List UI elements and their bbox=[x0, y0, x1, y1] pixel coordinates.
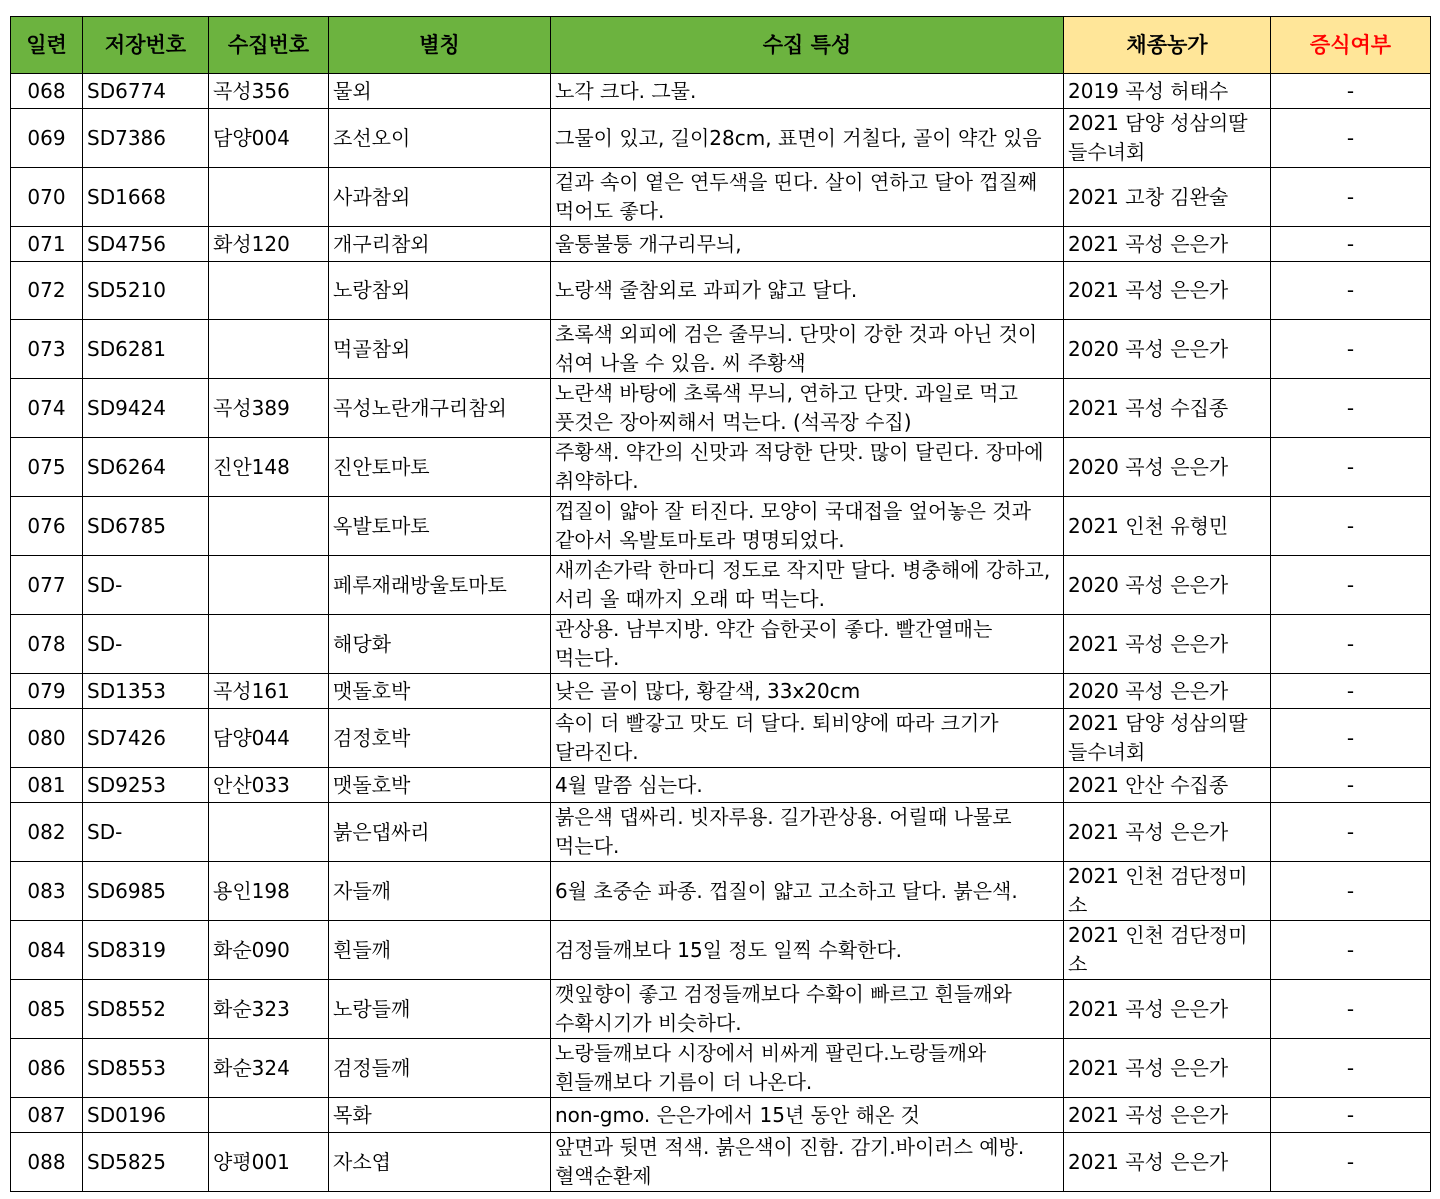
cell-traits: 초록색 외피에 검은 줄무늬. 단맛이 강한 것과 아닌 것이 섞여 나올 수 있음. 씨 주황색 bbox=[551, 320, 1064, 379]
cell-serial: 074 bbox=[11, 379, 83, 438]
cell-serial: 088 bbox=[11, 1133, 83, 1192]
cell-farm: 2021 곡성 은은가 bbox=[1064, 227, 1271, 262]
cell-alias: 목화 bbox=[329, 1098, 551, 1133]
cell-propagation: - bbox=[1271, 262, 1431, 320]
cell-traits: 낮은 골이 많다, 황갈색, 33x20cm bbox=[551, 674, 1064, 709]
cell-serial: 085 bbox=[11, 980, 83, 1039]
cell-alias: 사과참외 bbox=[329, 168, 551, 227]
table-row bbox=[11, 862, 1431, 921]
cell-collection-no: 곡성161 bbox=[209, 674, 329, 709]
cell-farm: 2021 곡성 은은가 bbox=[1064, 1133, 1271, 1192]
table-row bbox=[11, 379, 1431, 438]
cell-collection-no bbox=[209, 262, 329, 320]
col-header-traits: 수집 특성 bbox=[551, 17, 1064, 74]
col-header-farm: 채종농가 bbox=[1064, 17, 1271, 74]
cell-alias: 먹골참외 bbox=[329, 320, 551, 379]
table-row bbox=[11, 1133, 1431, 1192]
cell-propagation: - bbox=[1271, 320, 1431, 379]
cell-propagation: - bbox=[1271, 109, 1431, 168]
cell-propagation: - bbox=[1271, 1133, 1431, 1192]
cell-traits: 노랑색 줄참외로 과피가 얇고 달다. bbox=[551, 262, 1064, 320]
table-row bbox=[11, 980, 1431, 1039]
cell-traits: 검정들깨보다 15일 정도 일찍 수확한다. bbox=[551, 921, 1064, 980]
cell-storage-no: SD6774 bbox=[83, 74, 209, 109]
cell-alias: 맷돌호박 bbox=[329, 768, 551, 803]
cell-alias: 곡성노란개구리참외 bbox=[329, 379, 551, 438]
cell-propagation: - bbox=[1271, 921, 1431, 980]
cell-collection-no: 화순090 bbox=[209, 921, 329, 980]
cell-propagation: - bbox=[1271, 227, 1431, 262]
cell-serial: 084 bbox=[11, 921, 83, 980]
cell-storage-no: SD9253 bbox=[83, 768, 209, 803]
cell-storage-no: SD6785 bbox=[83, 497, 209, 556]
cell-collection-no: 화순323 bbox=[209, 980, 329, 1039]
cell-collection-no bbox=[209, 1098, 329, 1133]
cell-farm: 2021 곡성 은은가 bbox=[1064, 262, 1271, 320]
cell-collection-no: 화성120 bbox=[209, 227, 329, 262]
cell-alias: 자들깨 bbox=[329, 862, 551, 921]
seed-collection-table bbox=[10, 16, 1431, 1192]
cell-alias: 물외 bbox=[329, 74, 551, 109]
table-row bbox=[11, 768, 1431, 803]
cell-alias: 자소엽 bbox=[329, 1133, 551, 1192]
cell-collection-no bbox=[209, 497, 329, 556]
cell-storage-no: SD8552 bbox=[83, 980, 209, 1039]
col-header-alias: 별칭 bbox=[329, 17, 551, 74]
cell-serial: 076 bbox=[11, 497, 83, 556]
cell-traits: 노각 크다. 그물. bbox=[551, 74, 1064, 109]
cell-collection-no: 담양044 bbox=[209, 709, 329, 768]
cell-collection-no bbox=[209, 615, 329, 674]
cell-traits: 울퉁불퉁 개구리무늬, bbox=[551, 227, 1064, 262]
cell-collection-no: 용인198 bbox=[209, 862, 329, 921]
cell-collection-no: 진안148 bbox=[209, 438, 329, 497]
table-row bbox=[11, 709, 1431, 768]
table-row bbox=[11, 168, 1431, 227]
cell-farm: 2021 곡성 은은가 bbox=[1064, 1098, 1271, 1133]
cell-farm: 2021 곡성 은은가 bbox=[1064, 980, 1271, 1039]
cell-serial: 069 bbox=[11, 109, 83, 168]
cell-farm: 2021 곡성 은은가 bbox=[1064, 1039, 1271, 1098]
cell-storage-no: SD6264 bbox=[83, 438, 209, 497]
cell-storage-no: SD5825 bbox=[83, 1133, 209, 1192]
cell-traits: 새끼손가락 한마디 정도로 작지만 달다. 병충해에 강하고, 서리 올 때까지 오래 따 먹는다. bbox=[551, 556, 1064, 615]
cell-serial: 086 bbox=[11, 1039, 83, 1098]
cell-storage-no: SD- bbox=[83, 615, 209, 674]
cell-collection-no bbox=[209, 168, 329, 227]
col-header-storage-no: 저장번호 bbox=[83, 17, 209, 74]
table-row bbox=[11, 497, 1431, 556]
cell-serial: 075 bbox=[11, 438, 83, 497]
cell-serial: 077 bbox=[11, 556, 83, 615]
cell-farm: 2019 곡성 허태수 bbox=[1064, 74, 1271, 109]
cell-farm: 2021 인천 검단정미소 bbox=[1064, 921, 1271, 980]
cell-storage-no: SD7386 bbox=[83, 109, 209, 168]
cell-collection-no: 곡성356 bbox=[209, 74, 329, 109]
col-header-serial: 일련 bbox=[11, 17, 83, 74]
cell-propagation: - bbox=[1271, 556, 1431, 615]
table-row bbox=[11, 262, 1431, 320]
cell-propagation: - bbox=[1271, 1098, 1431, 1133]
cell-farm: 2020 곡성 은은가 bbox=[1064, 674, 1271, 709]
cell-propagation: - bbox=[1271, 74, 1431, 109]
cell-serial: 080 bbox=[11, 709, 83, 768]
cell-serial: 070 bbox=[11, 168, 83, 227]
cell-propagation: - bbox=[1271, 768, 1431, 803]
cell-farm: 2021 곡성 은은가 bbox=[1064, 803, 1271, 862]
cell-storage-no: SD5210 bbox=[83, 262, 209, 320]
cell-storage-no: SD7426 bbox=[83, 709, 209, 768]
col-header-collection-no: 수집번호 bbox=[209, 17, 329, 74]
cell-alias: 검정호박 bbox=[329, 709, 551, 768]
cell-propagation: - bbox=[1271, 379, 1431, 438]
table-row bbox=[11, 227, 1431, 262]
cell-alias: 옥발토마토 bbox=[329, 497, 551, 556]
cell-propagation: - bbox=[1271, 803, 1431, 862]
cell-alias: 맷돌호박 bbox=[329, 674, 551, 709]
cell-serial: 078 bbox=[11, 615, 83, 674]
cell-traits: 껍질이 얇아 잘 터진다. 모양이 국대접을 엎어놓은 것과 같아서 옥발토마토라 명명되었다. bbox=[551, 497, 1064, 556]
cell-serial: 079 bbox=[11, 674, 83, 709]
cell-propagation: - bbox=[1271, 438, 1431, 497]
cell-alias: 조선오이 bbox=[329, 109, 551, 168]
cell-collection-no bbox=[209, 320, 329, 379]
cell-propagation: - bbox=[1271, 168, 1431, 227]
cell-alias: 검정들깨 bbox=[329, 1039, 551, 1098]
cell-storage-no: SD0196 bbox=[83, 1098, 209, 1133]
cell-serial: 081 bbox=[11, 768, 83, 803]
table-row bbox=[11, 438, 1431, 497]
cell-farm: 2021 곡성 은은가 bbox=[1064, 615, 1271, 674]
cell-alias: 페루재래방울토마토 bbox=[329, 556, 551, 615]
cell-storage-no: SD1353 bbox=[83, 674, 209, 709]
table-row bbox=[11, 109, 1431, 168]
cell-traits: 겉과 속이 옅은 연두색을 띤다. 살이 연하고 달아 껍질째 먹어도 좋다. bbox=[551, 168, 1064, 227]
cell-collection-no bbox=[209, 556, 329, 615]
cell-alias: 흰들깨 bbox=[329, 921, 551, 980]
cell-serial: 082 bbox=[11, 803, 83, 862]
cell-farm: 2021 안산 수집종 bbox=[1064, 768, 1271, 803]
cell-serial: 073 bbox=[11, 320, 83, 379]
cell-farm: 2020 곡성 은은가 bbox=[1064, 556, 1271, 615]
cell-traits: non-gmo. 은은가에서 15년 동안 해온 것 bbox=[551, 1098, 1064, 1133]
cell-traits: 앞면과 뒷면 적색. 붉은색이 진함. 감기.바이러스 예방.혈액순환제 bbox=[551, 1133, 1064, 1192]
cell-alias: 해당화 bbox=[329, 615, 551, 674]
table-row bbox=[11, 803, 1431, 862]
table-row bbox=[11, 1098, 1431, 1133]
table-row bbox=[11, 921, 1431, 980]
cell-alias: 진안토마토 bbox=[329, 438, 551, 497]
cell-farm: 2021 곡성 수집종 bbox=[1064, 379, 1271, 438]
header-row bbox=[11, 17, 1431, 74]
cell-storage-no: SD8319 bbox=[83, 921, 209, 980]
cell-traits: 6월 초중순 파종. 껍질이 얇고 고소하고 달다. 붉은색. bbox=[551, 862, 1064, 921]
cell-propagation: - bbox=[1271, 709, 1431, 768]
cell-serial: 087 bbox=[11, 1098, 83, 1133]
cell-collection-no bbox=[209, 803, 329, 862]
cell-propagation: - bbox=[1271, 674, 1431, 709]
cell-collection-no: 화순324 bbox=[209, 1039, 329, 1098]
cell-storage-no: SD6985 bbox=[83, 862, 209, 921]
cell-farm: 2021 인천 검단정미소 bbox=[1064, 862, 1271, 921]
cell-traits: 관상용. 남부지방. 약간 습한곳이 좋다. 빨간열매는 먹는다. bbox=[551, 615, 1064, 674]
cell-alias: 노랑들깨 bbox=[329, 980, 551, 1039]
cell-serial: 083 bbox=[11, 862, 83, 921]
cell-collection-no: 담양004 bbox=[209, 109, 329, 168]
cell-storage-no: SD4756 bbox=[83, 227, 209, 262]
cell-farm: 2020 곡성 은은가 bbox=[1064, 320, 1271, 379]
cell-storage-no: SD6281 bbox=[83, 320, 209, 379]
cell-storage-no: SD- bbox=[83, 556, 209, 615]
cell-alias: 노랑참외 bbox=[329, 262, 551, 320]
cell-traits: 노랑들깨보다 시장에서 비싸게 팔린다.노랑들깨와 흰들깨보다 기름이 더 나온다. bbox=[551, 1039, 1064, 1098]
cell-storage-no: SD9424 bbox=[83, 379, 209, 438]
cell-traits: 노란색 바탕에 초록색 무늬, 연하고 단맛. 과일로 먹고 풋것은 장아찌해서 먹는다. (석곡장 수집) bbox=[551, 379, 1064, 438]
cell-traits: 깻잎향이 좋고 검정들깨보다 수확이 빠르고 흰들깨와 수확시기가 비슷하다. bbox=[551, 980, 1064, 1039]
table-row bbox=[11, 674, 1431, 709]
cell-serial: 068 bbox=[11, 74, 83, 109]
cell-propagation: - bbox=[1271, 497, 1431, 556]
cell-farm: 2021 담양 성삼의딸들수녀회 bbox=[1064, 109, 1271, 168]
cell-alias: 붉은댑싸리 bbox=[329, 803, 551, 862]
cell-propagation: - bbox=[1271, 615, 1431, 674]
cell-storage-no: SD1668 bbox=[83, 168, 209, 227]
cell-traits: 주황색. 약간의 신맛과 적당한 단맛. 많이 달린다. 장마에 취약하다. bbox=[551, 438, 1064, 497]
cell-propagation: - bbox=[1271, 980, 1431, 1039]
cell-traits: 속이 더 빨갛고 맛도 더 달다. 퇴비양에 따라 크기가 달라진다. bbox=[551, 709, 1064, 768]
cell-serial: 071 bbox=[11, 227, 83, 262]
table-row bbox=[11, 1039, 1431, 1098]
cell-farm: 2021 인천 유형민 bbox=[1064, 497, 1271, 556]
cell-collection-no: 양평001 bbox=[209, 1133, 329, 1192]
cell-serial: 072 bbox=[11, 262, 83, 320]
cell-storage-no: SD- bbox=[83, 803, 209, 862]
cell-farm: 2020 곡성 은은가 bbox=[1064, 438, 1271, 497]
cell-collection-no: 안산033 bbox=[209, 768, 329, 803]
cell-collection-no: 곡성389 bbox=[209, 379, 329, 438]
table-row bbox=[11, 320, 1431, 379]
cell-propagation: - bbox=[1271, 1039, 1431, 1098]
table-row bbox=[11, 556, 1431, 615]
col-header-propagation: 증식여부 bbox=[1271, 17, 1431, 74]
cell-farm: 2021 담양 성삼의딸들수녀회 bbox=[1064, 709, 1271, 768]
cell-traits: 그물이 있고, 길이28cm, 표면이 거칠다, 골이 약간 있음 bbox=[551, 109, 1064, 168]
table-row bbox=[11, 615, 1431, 674]
table-row bbox=[11, 74, 1431, 109]
cell-alias: 개구리참외 bbox=[329, 227, 551, 262]
cell-traits: 4월 말쯤 심는다. bbox=[551, 768, 1064, 803]
cell-propagation: - bbox=[1271, 862, 1431, 921]
cell-storage-no: SD8553 bbox=[83, 1039, 209, 1098]
cell-farm: 2021 고창 김완술 bbox=[1064, 168, 1271, 227]
cell-traits: 붉은색 댑싸리. 빗자루용. 길가관상용. 어릴때 나물로 먹는다. bbox=[551, 803, 1064, 862]
